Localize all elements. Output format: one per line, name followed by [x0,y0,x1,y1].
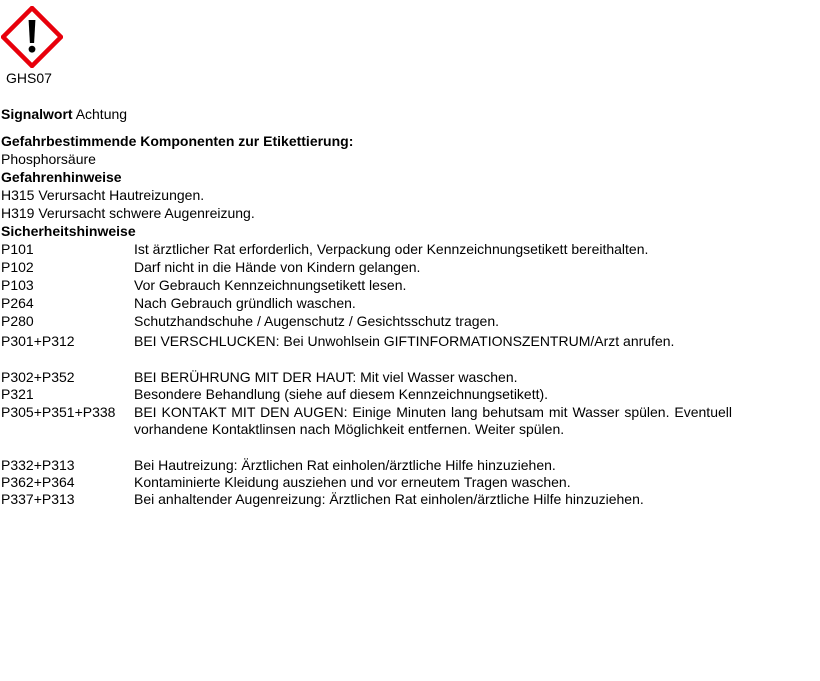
precautionary-code: P101 [1,241,34,257]
precautionary-text: Nach Gebrauch gründlich waschen. [134,295,356,311]
precautionary-text: Vor Gebrauch Kennzeichnungsetikett lesen. [134,277,407,293]
pictogram-code: GHS07 [6,70,52,86]
hazard-statement: H315 Verursacht Hautreizungen. [1,187,205,203]
precautionary-statements-heading: Sicherheitshinweise [1,223,136,239]
precautionary-text: Bei Hautreizung: Ärztlichen Rat einholen/ärztliche Hilfe hinzuziehen. [134,457,556,473]
precautionary-code: P102 [1,259,34,275]
precautionary-code: P264 [1,295,34,311]
signal-word-line [1,106,127,123]
precautionary-text: Schutzhandschuhe / Augenschutz / Gesichtsschutz tragen. [134,313,499,329]
precautionary-code: P103 [1,277,34,293]
signal-word-value: Achtung [75,106,128,122]
precautionary-code: P332+P313 [1,457,75,473]
precautionary-code: P321 [1,386,34,402]
hazard-statement: H319 Verursacht schwere Augenreizung. [1,205,255,221]
precautionary-code: P362+P364 [1,474,75,490]
precautionary-text: Darf nicht in die Hände von Kindern gelangen. [134,259,421,275]
precautionary-code: P305+P351+P338 [1,404,116,420]
precautionary-text: BEI VERSCHLUCKEN: Bei Unwohlsein GIFTINFORMATIONSZENTRUM/Arzt anrufen. [134,333,675,349]
precautionary-text: Kontaminierte Kleidung ausziehen und vor erneutem Tragen waschen. [134,474,571,490]
precautionary-text: Besondere Behandlung (siehe auf diesem Kennzeichnungsetikett). [134,386,549,402]
component-item: Phosphorsäure [1,151,96,167]
components-heading: Gefahrbestimmende Komponenten zur Etikettierung: [1,133,354,149]
precautionary-code: P301+P312 [1,333,75,349]
precautionary-code: P302+P352 [1,369,75,385]
signal-word-label: Signalwort [1,106,73,122]
precautionary-text: Ist ärztlicher Rat erforderlich, Verpackung oder Kennzeichnungsetikett bereithalten. [134,241,649,257]
precautionary-text: BEI KONTAKT MIT DEN AUGEN: Einige Minuten lang behutsam mit Wasser spülen. Eventuell vorhandene Kontaktlinsen nach Möglichkeit entfernen. Weiter spülen. [134,404,732,437]
precautionary-code: P337+P313 [1,491,75,507]
precautionary-code: P280 [1,313,34,329]
hazard-statements-heading: Gefahrenhinweise [1,169,122,185]
precautionary-text: Bei anhaltender Augenreizung: Ärztlichen Rat einholen/ärztliche Hilfe hinzuziehen. [134,491,644,507]
precautionary-text: BEI BERÜHRUNG MIT DER HAUT: Mit viel Wasser waschen. [134,369,518,385]
ghs07-exclamation-mark-icon [1,6,63,68]
